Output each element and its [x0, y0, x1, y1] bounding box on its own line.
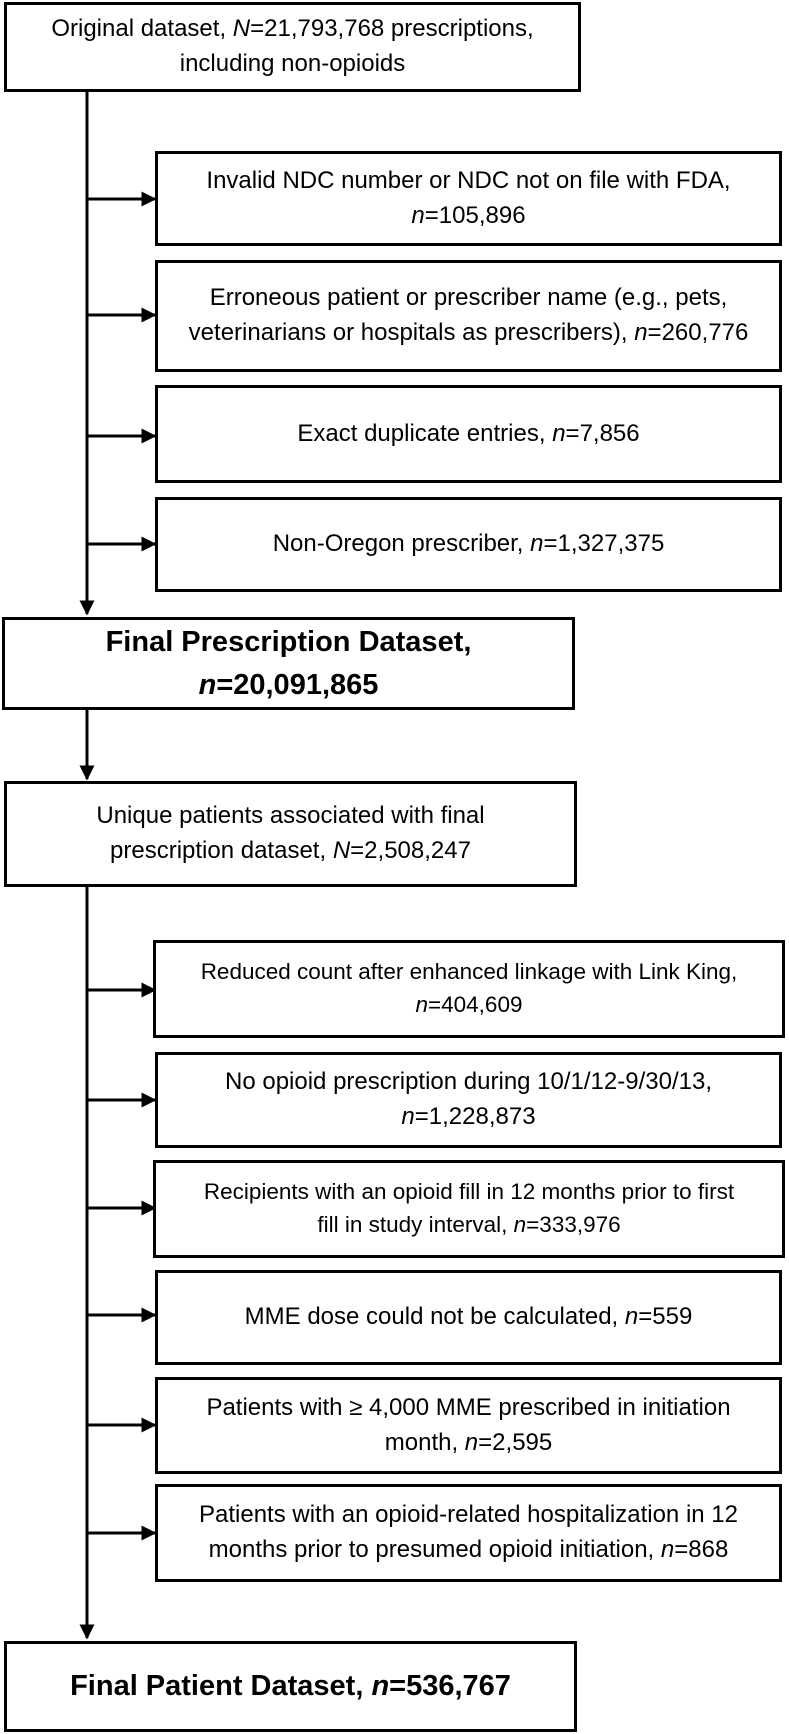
duplicates-n: n: [552, 419, 566, 447]
duplicates-value: =7,856: [565, 419, 640, 447]
unique-patients-text-line2: prescription dataset,: [110, 837, 333, 864]
unique-patients-text-line1: Unique patients associated with final: [96, 802, 485, 830]
high-mme-n: n: [464, 1428, 479, 1456]
box-invalid-ndc: [155, 151, 782, 246]
box-hospitalization: [155, 1484, 782, 1582]
hospitalization-text-line2: months prior to presumed opioid initiation,: [208, 1536, 661, 1563]
original-text-a: Original dataset,: [51, 15, 233, 43]
no-opioid-value: =1,228,873: [414, 1103, 536, 1130]
box-no-opioid: [155, 1052, 782, 1148]
original-text-line2: including non-opioids: [179, 50, 406, 77]
link-king-n: n: [415, 992, 428, 1017]
hospitalization-value: =868: [674, 1536, 729, 1563]
link-king-value: =404,609: [428, 992, 523, 1017]
box-unique-patients: [4, 781, 577, 887]
box-non-oregon: [155, 497, 782, 592]
invalid-ndc-n: n: [411, 201, 425, 229]
final-rx-text: Final Prescription Dataset,: [105, 626, 472, 659]
mme-n: n: [624, 1303, 639, 1331]
non-oregon-n: n: [530, 530, 544, 558]
prior-fill-n: n: [513, 1212, 527, 1237]
erroneous-n: n: [634, 319, 648, 346]
no-opioid-n: n: [401, 1103, 415, 1130]
box-link-king: [153, 940, 785, 1038]
prior-fill-text-line2: fill in study interval,: [317, 1212, 514, 1237]
final-patient-n: n: [371, 1670, 390, 1703]
high-mme-text-line1: Patients with ≥ 4,000 MME prescribed in initiation: [206, 1393, 731, 1421]
final-patient-text: Final Patient Dataset,: [70, 1670, 372, 1703]
erroneous-text-line2: veterinarians or hospitals as prescribers),: [188, 319, 635, 346]
mme-value: =559: [638, 1303, 693, 1331]
box-original-dataset: [4, 2, 581, 92]
box-high-mme: [155, 1377, 782, 1474]
box-mme-not-calculated: [155, 1270, 782, 1365]
no-opioid-text: No opioid prescription during 10/1/12-9/30/13,: [225, 1068, 712, 1096]
final-patient-value: =536,767: [389, 1670, 511, 1703]
erroneous-value: =260,776: [647, 319, 749, 346]
final-rx-value: =20,091,865: [216, 668, 379, 701]
non-oregon-value: =1,327,375: [543, 530, 665, 558]
high-mme-value: =2,595: [478, 1428, 553, 1456]
box-erroneous-name: [155, 260, 782, 372]
invalid-ndc-text: Invalid NDC number or NDC not on file with FDA,: [206, 166, 731, 194]
link-king-text: Reduced count after enhanced linkage with Link King,: [200, 959, 738, 985]
hospitalization-text-line1: Patients with an opioid-related hospitalization in 12: [198, 1501, 738, 1529]
duplicates-text: Exact duplicate entries,: [297, 419, 553, 447]
original-n: N: [232, 15, 251, 43]
box-final-prescription-dataset: [2, 617, 575, 710]
prior-fill-value: =333,976: [526, 1212, 621, 1237]
box-duplicates: [155, 385, 782, 483]
original-text-b: =21,793,768 prescriptions,: [250, 15, 534, 43]
invalid-ndc-value: =105,896: [424, 201, 526, 229]
box-final-patient-dataset: [4, 1641, 577, 1732]
box-prior-fill: [153, 1160, 785, 1258]
prior-fill-text-line1: Recipients with an opioid fill in 12 months prior to first: [203, 1179, 735, 1205]
high-mme-text-line2: month,: [384, 1428, 465, 1456]
unique-patients-value: =2,508,247: [350, 837, 471, 864]
final-rx-n: n: [198, 668, 217, 701]
non-oregon-text: Non-Oregon prescriber,: [272, 530, 531, 558]
erroneous-text-line1: Erroneous patient or prescriber name (e.g., pets,: [209, 284, 728, 312]
mme-text: MME dose could not be calculated,: [244, 1303, 625, 1331]
hospitalization-n: n: [660, 1536, 675, 1563]
unique-patients-n: N: [332, 837, 351, 864]
